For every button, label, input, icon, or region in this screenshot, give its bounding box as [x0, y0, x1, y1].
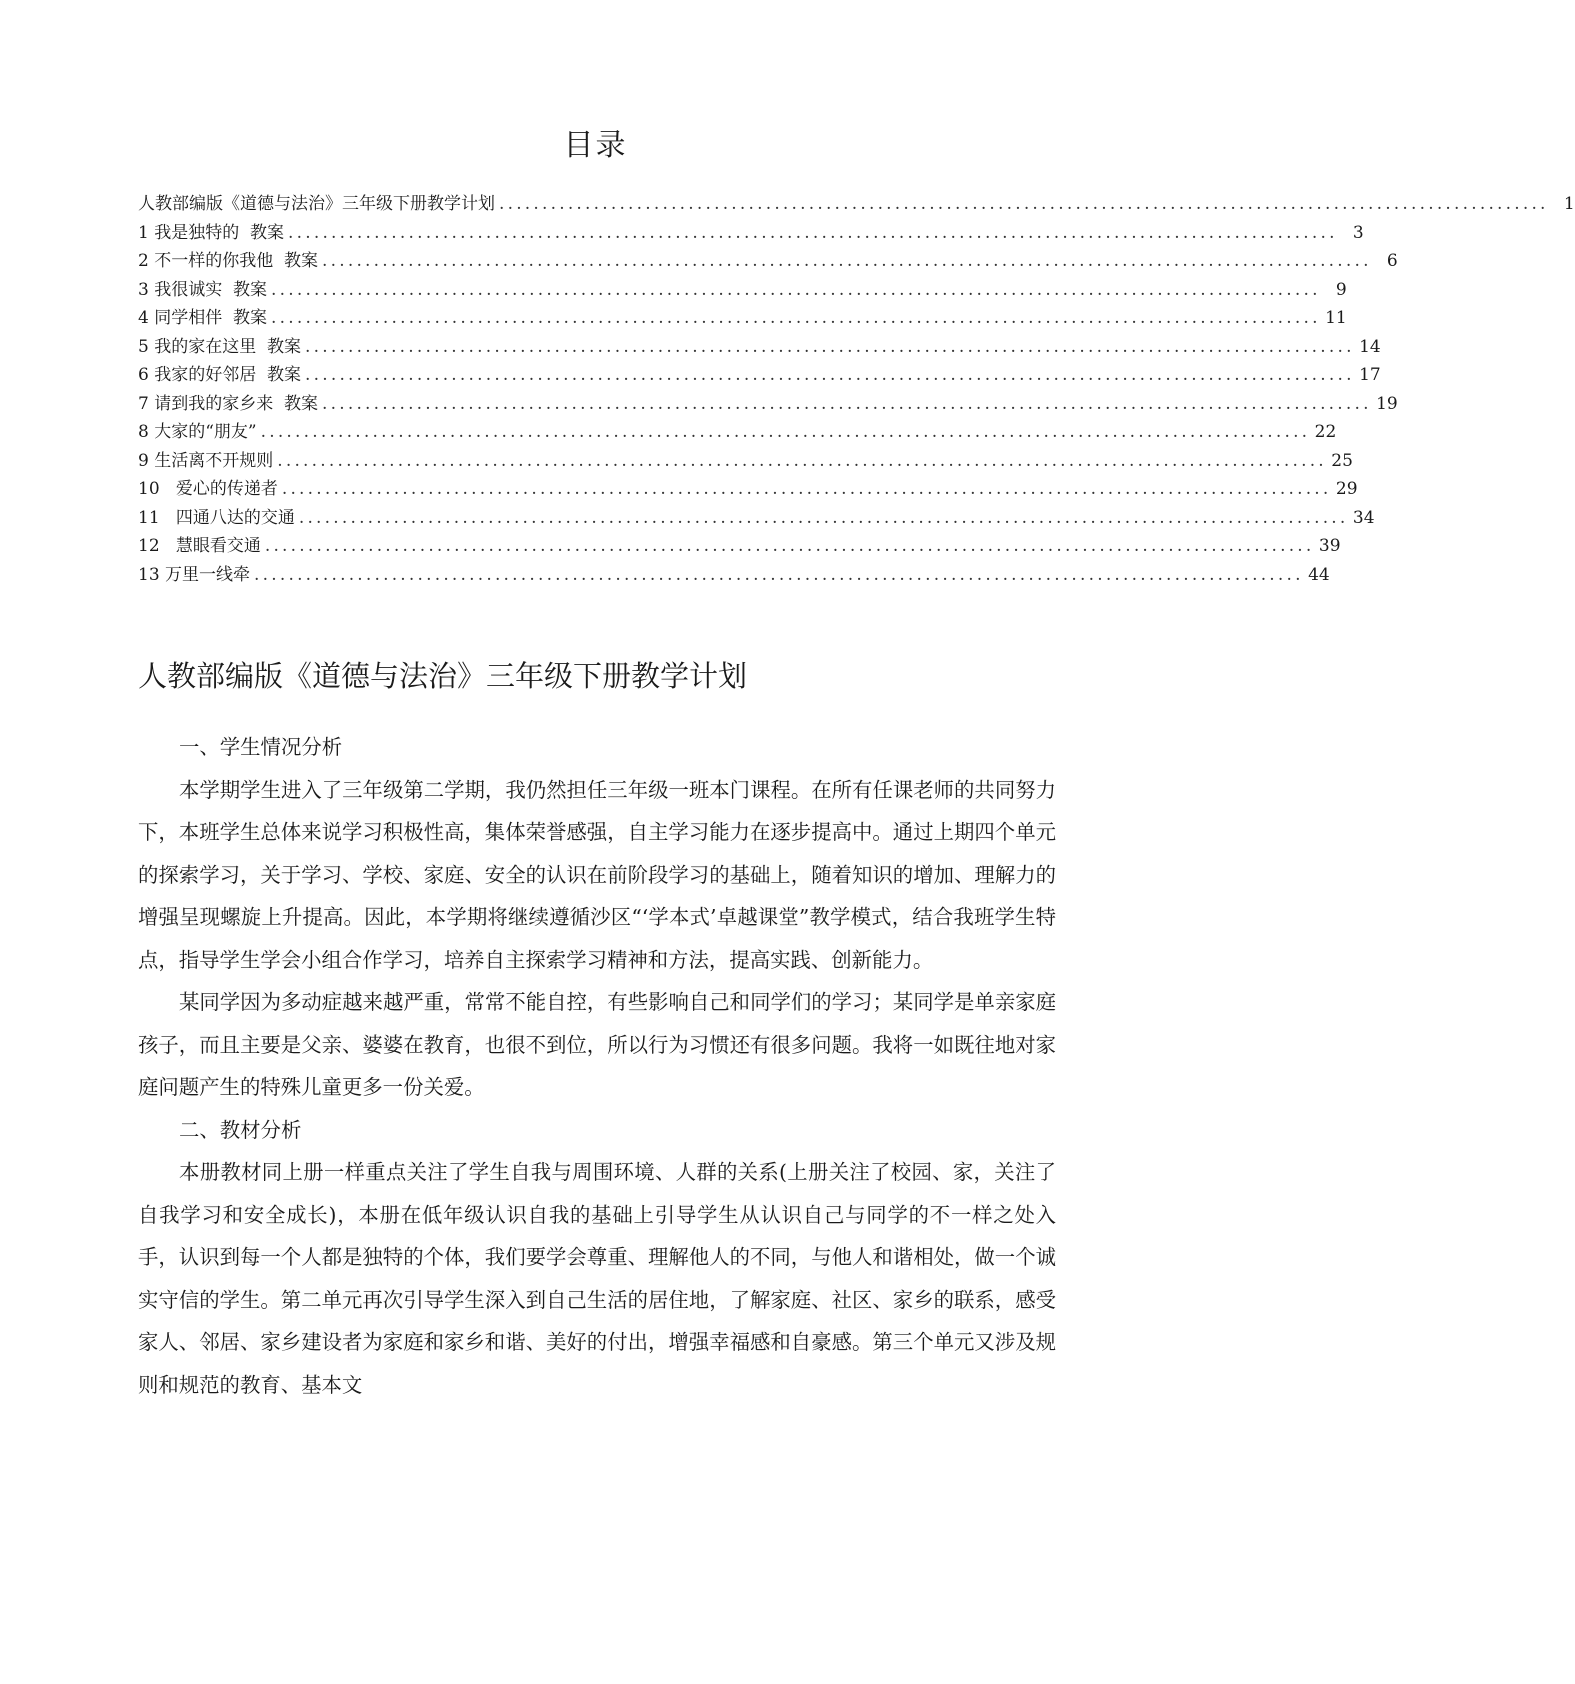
toc-entry[interactable]: [138, 475, 1358, 504]
section-heading-student-analysis: 一、学生情况分析: [179, 735, 343, 759]
toc-entry-page: 6: [1386, 251, 1398, 271]
section-title: 人教部编版《道德与法治》三年级下册教学计划: [138, 659, 748, 693]
toc-leader-dots: ..........................................................................................................................: [499, 194, 1549, 214]
toc-entry[interactable]: [138, 504, 1375, 533]
toc-entry-page: 9: [1335, 279, 1347, 300]
toc-entry-label: 7 请到我的家乡来 教案: [138, 393, 319, 414]
toc-entry-page: 22: [1314, 422, 1337, 442]
toc-entry[interactable]: [138, 190, 1575, 219]
toc-leader-dots: ..........................................................................................................................: [264, 536, 1315, 556]
toc-entry-label: 9 生活离不开规则: [138, 450, 274, 471]
toc-leader-dots: ..........................................................................................................................: [322, 393, 1372, 414]
toc-entry[interactable]: [138, 304, 1347, 333]
toc-entry[interactable]: [138, 390, 1398, 419]
toc-leader-dots: ..........................................................................................................................: [271, 279, 1321, 300]
toc-entry-label: 11 四通八达的交通: [138, 507, 295, 528]
paragraph-special-students: 某同学因为多动症越来越严重，常常不能自控，有些影响自己和同学们的学习；某同学是单亲家庭孩子，而且主要是父亲、婆婆在教育，也很不到位，所以行为习惯还有很多问题。我将一如既往地对家庭问题产生的特殊儿童更多一份关爱。: [138, 990, 1056, 1099]
toc-entry-page: 39: [1318, 536, 1341, 556]
toc-entry-label: 6 我家的好邻居 教案: [138, 365, 302, 385]
toc-leader-dots: ..........................................................................................................................: [277, 450, 1327, 471]
toc-entry-label: 5 我的家在这里 教案: [138, 336, 302, 357]
toc-entry-page: 34: [1352, 507, 1375, 528]
toc-entry[interactable]: [138, 532, 1341, 561]
toc-entry-label: 1 我是独特的 教案: [138, 222, 285, 243]
toc-leader-dots: ..........................................................................................................................: [254, 564, 1304, 585]
toc-entry-label: 4 同学相伴 教案: [138, 308, 268, 328]
toc-entry-label: 人教部编版《道德与法治》三年级下册教学计划: [138, 194, 495, 214]
toc-entry[interactable]: [138, 561, 1330, 590]
toc-leader-dots: ..........................................................................................................................: [322, 251, 1372, 271]
toc-entry-page: 11: [1325, 308, 1347, 328]
section-heading-textbook-analysis: 二、教材分析: [179, 1117, 302, 1142]
toc-entry[interactable]: [138, 333, 1381, 362]
toc-leader-dots: ..........................................................................................................................: [305, 365, 1355, 385]
toc-leader-dots: ..........................................................................................................................: [305, 336, 1355, 357]
toc-entry-page: 3: [1352, 222, 1364, 243]
toc-entry-page: 29: [1335, 479, 1358, 499]
toc-entry[interactable]: [138, 276, 1347, 305]
paragraph-textbook-analysis: 本册教材同上册一样重点关注了学生自我与周围环境、人群的关系(上册关注了校园、家，关注了自我学习和安全成长)，本册在低年级认识自我的基础上引导学生从认识自己与同学的不一样之处入手，认识到每一个人都是独特的个体，我们要学会尊重、理解他人的不同，与他人和谐相处，做一个诚实守信的学生。第二单元再次引导学生深入到自己生活的居住地，了解家庭、社区、家乡的联系，感受家人、邻居、家乡建设者为家庭和家乡和谐、美好的付出，增强幸福感和自豪感。第三个单元又涉及规则和规范的教育、基本文: [138, 1160, 1056, 1397]
toc-entry-label: 10 爱心的传递者: [138, 479, 278, 499]
toc-entry-label: 8 大家的“朋友”: [138, 422, 257, 442]
toc-entry-page: 44: [1308, 564, 1330, 585]
toc-entry-page: 1: [1563, 194, 1575, 214]
toc-entry-page: 25: [1331, 450, 1353, 471]
table-of-contents: [138, 190, 1575, 589]
toc-leader-dots: ..........................................................................................................................: [298, 507, 1349, 528]
toc-leader-dots: ..........................................................................................................................: [271, 308, 1321, 328]
toc-entry[interactable]: [138, 418, 1337, 447]
paragraph-student-situation: 本学期学生进入了三年级第二学期，我仍然担任三年级一班本门课程。在所有任课老师的共同努力下，本班学生总体来说学习积极性高，集体荣誉感强，自主学习能力在逐步提高中。通过上期四个单元的探索学习，关于学习、学校、家庭、安全的认识在前阶段学习的基础上，随着知识的增加、理解力的增强呈现螺旋上升提高。因此，本学期将继续遵循沙区“‘学本式’卓越课堂”教学模式，结合我班学生特点，指导学生学会小组合作学习，培养自主探索学习精神和方法，提高实践、创新能力。: [138, 777, 1056, 972]
toc-leader-dots: ..........................................................................................................................: [281, 479, 1332, 499]
toc-entry-label: 2 不一样的你我他 教案: [138, 251, 319, 271]
toc-entry[interactable]: [138, 247, 1398, 276]
toc-leader-dots: ..........................................................................................................................: [288, 222, 1338, 243]
toc-entry-page: 19: [1376, 393, 1398, 414]
toc-entry-label: 12 慧眼看交通: [138, 536, 261, 556]
toc-entry-label: 3 我很诚实 教案: [138, 279, 268, 300]
toc-entry-page: 17: [1359, 365, 1381, 385]
toc-entry[interactable]: [138, 447, 1353, 476]
toc-entry[interactable]: [138, 219, 1364, 248]
toc-title: 目录: [563, 128, 628, 163]
toc-entry-page: 14: [1359, 336, 1381, 357]
toc-leader-dots: ..........................................................................................................................: [260, 422, 1311, 442]
toc-entry[interactable]: [138, 361, 1381, 390]
toc-entry-label: 13 万里一线牵: [138, 564, 251, 585]
section-body: [138, 726, 1056, 1406]
